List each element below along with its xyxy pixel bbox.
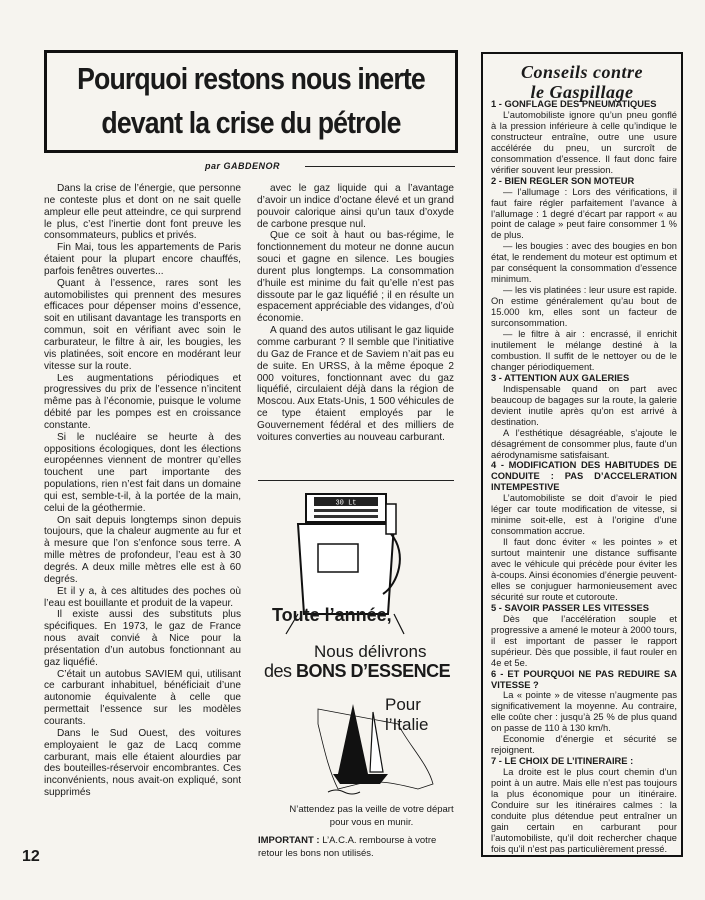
- ad-line-4: Pour l’Italie: [385, 695, 429, 734]
- sidebar-heading: 3 - ATTENTION AUX GALERIES: [491, 372, 630, 383]
- ad-line-3: [264, 661, 450, 682]
- sidebar-paragraph: L’automobiliste se doit d’avoir le pied léger car toute modification de vitesse, si minime soit-elle, est à l’origine d’une consommation accrue.: [491, 493, 677, 537]
- article-paragraph: Et il y a, à ces altitudes des poches où l’eau est bouillante et produit de la vapeur.: [44, 585, 241, 609]
- pump-nozzle: [386, 504, 396, 534]
- sidebar-paragraph: — les bougies : avec des bougies en bon état, le rendement du moteur est optimum et par conséquent la consommation d’essence minimum.: [491, 241, 677, 285]
- article-title-box: [44, 50, 458, 153]
- important-text: L’A.C.A. rembourse à votre retour les bons non utilisés.: [258, 835, 437, 859]
- article-paragraph: avec le gaz liquide qui a l’avantage d’avoir un indice d’octane élevé et un grand pouvoir calorique ainsi qu’un taux d’oxyde de carbone presque nul.: [257, 183, 454, 230]
- article-paragraph: Dans le Sud Ouest, des voitures employaient le gaz de Lacq comme carburant, mais elle étaient alourdies par des bouteilles-réservoir encombrantes. Ces inconvénients, nous avait-on expliqué, sont supprimés: [44, 727, 241, 799]
- ad-line-2: Nous délivrons: [314, 642, 427, 661]
- article-paragraph: C’était un autobus SAVIEM qui, utilisant ce carburant inhabituel, bénéficiait d’une autonomie équivalente à celle que permettait l’essence sur les modèles courants.: [44, 668, 241, 727]
- article-paragraph: Fin Mai, tous les appartements de Paris étaient pour la plupart encore chauffés, parfois fenêtres ouvertes...: [44, 242, 241, 277]
- article-paragraph: Que ce soit à haut ou bas-régime, le fonctionnement du moteur ne donne aucun souci et gagne en silence. Les bougies durent plus longtemps. La consommation d’huile est minime du fait qu’elle n’est pas dissoute par le gaz liquéfié ; il en résulte un espacement appréciable des vidanges, d’où économie.: [257, 230, 454, 325]
- sidebar-heading: 2 - BIEN REGLER SON MOTEUR: [491, 175, 635, 186]
- sidebar-paragraph: — les vis platinées : leur usure est rapide. On estime généralement qu’au bout de 15.000 km, elles sont un facteur de surconsommation.: [491, 285, 677, 329]
- sidebar-paragraph: La droite est le plus court chemin d’un point à un autre. Mais elle n’est pas toujours la plus économique pour un itinéraire. Conduire sur les itinéraires calmes : la conduite plus détendue peut entraîner un gain certain en carburant pour l’automobiliste, qu’il doit rechercher chaque fois qu’il n’est pas particulièrement pressé.: [491, 767, 677, 854]
- sailboat-hull: [333, 774, 388, 784]
- byline-rule: [305, 166, 455, 167]
- sidebar-heading: 4 - MODIFICATION DES HABITUDES DE CONDUITE : PAS D’ACCELERATION INTEMPESTIVE: [491, 460, 677, 493]
- sidebar-paragraph: — l’allumage : Lors des vérifications, il faut faire régler parfaitement l’avance à l’allumage : 1 degré d’écart par rapport « au point de calage » peut faire consommer 1 % de plus.: [491, 186, 677, 241]
- sidebar-paragraph: L’automobiliste ignore qu’un pneu gonflé à la pression inférieure à celle qu’indique le constructeur entraîne, outre une usure accélérée du pneu, un surcroît de consommation d’essence. Il faut donc faire vérifier souvent leur pression.: [491, 109, 677, 175]
- sidebar-paragraph: Il faut donc éviter « les pointes » et surtout maintenir une distance suffisante avec le véhicule qui précède pour éviter les à-coups. Ainsi économies d’énergie peuvent-elles se conjuguer harmonieusement avec sécurité sur route et cutoroute.: [491, 537, 677, 602]
- sidebar-heading: 5 - SAVOIR PASSER LES VITESSES: [491, 602, 650, 613]
- pump-body: [298, 524, 394, 614]
- sidebar-paragraph: Dès que l’accélération souple et progressive a amené le moteur à 2000 tours, il est important de passer le rapport supérieur. Dès que possible, il faut rouler en 4e et 5e.: [491, 613, 677, 668]
- ad-line-1: Toute l’année,: [272, 605, 392, 625]
- sidebar-paragraph: A l’esthétique désagréable, s’ajoute le désagrément de consommer plus, faute d’un aérodynamisme satisfaisant.: [491, 427, 677, 460]
- sidebar-title-line1: Conseils contre: [520, 62, 643, 82]
- sailboat-sail: [338, 704, 368, 774]
- article-paragraph: A quand des autos utilisant le gaz liquide comme carburant ? Il semble que l’initiative du Gaz de France et de Saviem n’ait pas eu de suite. En URSS, à la même époque 2 000 voitures, fonctionnant avec du gaz liquéfié, circulaient déjà dans la région de Moscou. Aux Etats-Unis, 1 500 véhicules de ce type étaient employés par le Gouvernement fédéral et des milliers de voitures converties au nouveau carburant.: [257, 325, 454, 443]
- article-paragraph: On sait depuis longtemps sinon depuis toujours, que la chaleur augmente au fur et à mesure que l’on s’enfonce sous terre. A mille mètres de profondeur, l’eau est à 30 degrés. A deux mille mètres elle est à 60 degrés.: [44, 514, 241, 585]
- ad-line-3b: BONS D’ESSENCE: [296, 661, 451, 681]
- sidebar-heading: 7 - LE CHOIX DE L’ITINERAIRE :: [491, 756, 634, 767]
- article-paragraph: Dans la crise de l’énergie, que personne ne conteste plus et dont on ne sait quelle ampleur elle peut atteindre, ce qui surprend le plus, c’est l’inertie dont font preuve les consommateurs, publics et privés.: [44, 183, 241, 242]
- article-title-line2: devant la crise du pétrole: [101, 105, 401, 140]
- article-byline: par GABDENOR: [205, 161, 281, 171]
- important-label: IMPORTANT :: [258, 835, 320, 846]
- pump-display-text: 30 Lt: [335, 499, 357, 508]
- sidebar-column: [491, 99, 677, 855]
- article-paragraph: Il existe aussi des substituts plus spécifiques. En 1973, le gaz de France nous avait convié à Nice pour la présentation d’un autobus fonctionnant au gaz liquéfié.: [44, 609, 241, 668]
- sidebar-paragraph: Economie d’énergie et sécurité se rejoignent.: [491, 734, 677, 756]
- article-paragraph: Si le nucléaire se heurte à des oppositions écologiques, dont les élections européennes viennent de montrer qu’elles touchent une part importante des populations, rien n’est fait dans un domaine qui est, semble-t-il, à la portée de la main, celui de la géothermie.: [44, 431, 241, 514]
- page-number: 12: [22, 848, 40, 865]
- sidebar-paragraph: — le filtre à air : encrassé, il enrichit inutilement le mélange destiné à la combustion. Il suffit de le nettoyer ou de le changer périodiquement.: [491, 329, 677, 372]
- sidebar-paragraph: La « pointe » de vitesse n’augmente pas significativement la moyenne. Au contraire, elle coûte cher : jusqu’à 25 % de plus quand on passe de 110 à 130 km/h.: [491, 690, 677, 734]
- ad-line-5: N’attendez pas la veille de votre départ pour vous en munir.: [289, 804, 454, 828]
- article-paragraph: Les augmentations périodiques et progressives du prix de l’essence n’incitent même pas à l’économie, puisque le volume débité par les pompes est en croissance constante.: [44, 372, 241, 431]
- sidebar-title-line2: le Gaspillage: [530, 82, 634, 102]
- ad-line-3a: des: [264, 661, 292, 681]
- article-title-line1: Pourquoi restons nous inerte: [77, 61, 425, 96]
- sidebar-heading: 6 - ET POURQUOI NE PAS REDUIRE SA VITESSE ?: [491, 668, 677, 690]
- article-paragraph: Quant à l’essence, rares sont les automobilistes qui prennent des mesures efficaces pour dépenser moins d’essence, soit en utilisant davantage les transports en commun, soit en vérifiant avec soin le carburateur, le filtre à air, les bougies, les vis platinées, soit encore en modérant leur vitesse sur la route.: [44, 277, 241, 372]
- sidebar-paragraph: Indispensable quand on part avec beaucoup de bagages sur la route, la galerie devient inutile après qu’on est arrivé à destination.: [491, 383, 677, 427]
- important-notice: [258, 835, 458, 860]
- sidebar-heading: 1 - GONFLAGE DES PNEUMATIQUES: [491, 99, 657, 109]
- fuel-voucher-advert: [258, 484, 458, 854]
- article-column-1: [44, 183, 241, 799]
- article-column-2: [257, 183, 454, 444]
- ad-top-rule: [258, 480, 454, 481]
